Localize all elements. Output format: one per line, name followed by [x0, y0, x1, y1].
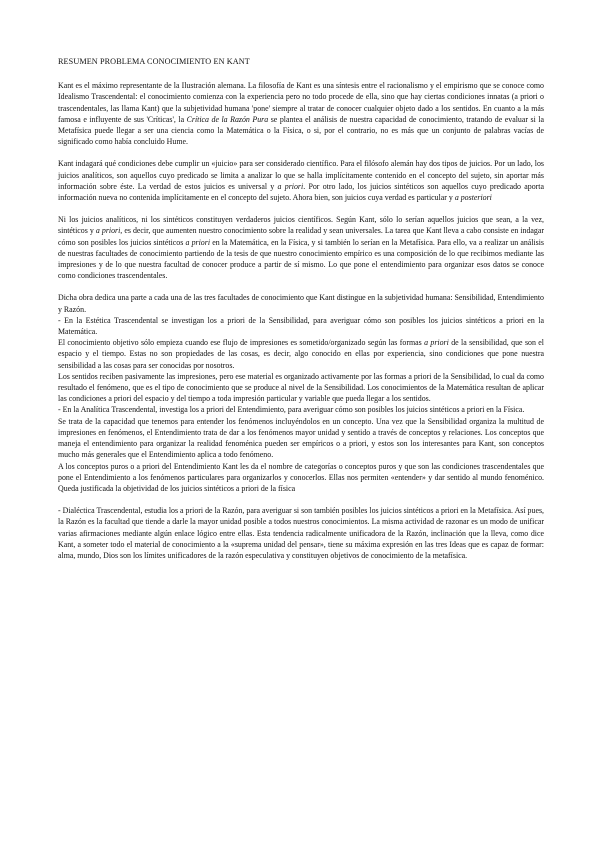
dialectica-trascendental: - Dialéctica Trascendental, estudia los a priori de la Razón, para averiguar si son también posibles los juicios sintéticos a priori en la Metafísica. Así pues, la Razón es la facultad que tiende a darle la mayor unidad posible a todos nuestros conocimientos. La misma actividad de razonar es un modo de unificar varias afirmaciones mediante algún enlace lógico entre ellas. Esta tendencia radicalmente unificadora de la Razón, inclinación que la lleva, como dice Kant, a someter todo el material de conocimiento a la «suprema unidad del pensar», tiene su máxima expresión en las tres Ideas que es capaz de formar: alma, mundo, Dios son los límites unificadores de la razón especulativa y constituyen objetivos de conocimiento de la metafísica. [58, 506, 544, 560]
paragraph-sinteticos-text-b: , es decir, que aumenten nuestro conocimiento sobre la realidad y sean universales. La tarea que Kant lleva a cabo consiste en indagar cómo son posibles los juicios sintéticos [58, 226, 544, 247]
conocimiento-objetivo [58, 337, 544, 371]
facultades-intro: Dicha obra dedica una parte a cada una de las tres facultades de conocimiento que Kant distingue en la subjetividad humana: Sensibilidad, Entendimiento y Razón. [58, 293, 544, 314]
paragraph-juicios [58, 158, 544, 203]
paragraph-intro-text-b: se plantea el análisis de nuestra capacidad de conocimiento, tratando de evaluar si la Metafísica puede llegar a ser una ciencia como la Matemática o la Física, o si, por el contrario, no es más que un conjunto de palabras vacías de significado como había concluido Hume. [58, 114, 545, 147]
paragraph-sinteticos [58, 214, 544, 281]
entendimiento-paragraph: Se trata de la capacidad que tenemos para entender los fenómenos incluyéndolos en un concepto. Una vez que la Sensibilidad organiza la multitud de impresiones en fenómenos, el Entendimiento trata de dar a los fenómenos mayor unidad y sentido a través de conceptos y relaciones. Los conceptos que maneja el entendimiento para organizar la realidad fenoménica pueden ser empíricos o a priori, y estos son los interesantes para Kant, son conceptos mucho más generales que el Entendimiento aplica a todo fenómeno. [58, 416, 544, 460]
analitica-trascendental: - En la Analítica Trascendental, investiga los a priori del Entendimiento, para averiguar cómo son posibles los juicios sintéticos a priori en la Física. [58, 405, 525, 415]
book-title-italic: Crítica de la Razón Pura [186, 114, 269, 124]
categorias-paragraph: A los conceptos puros o a priori del Entendimiento Kant les da el nombre de categorías o conceptos puros y que son las condiciones trascendentales que pone el Entendimiento a los fenómenos particulares para organizarlos y conocerlos. Ellas nos permiten «entender» y dar sentido al mundo fenoménico. Queda justificada la objetividad de los juicios sintéticos a priori de la física [58, 461, 544, 493]
a-priori-italic: a priori [185, 237, 211, 247]
conocimiento-objetivo-text-b: de la sensibilidad, que son el espacio y el tiempo. Estas no son propiedades de las cosas, es decir, algo conocido en ellas por experiencia, sino condiciones que pone nuestra sensibilidad a las cosas para ser conocidas por nosotros. [58, 338, 544, 370]
a-priori-italic: a priori [424, 338, 449, 348]
a-posteriori-italic: a posteriori [454, 193, 492, 203]
document-body [58, 56, 544, 572]
section-facultades [58, 292, 544, 494]
paragraph-intro-text-a: Kant es el máximo representante de la Ilustración alemana. La filosofía de Kant es una síntesis entre el racionalismo y el empirismo que se conoce como Idealismo Trascendental: el conocimiento comienza con la experiencia pero no todo procede de ella, sino que hay ciertas condiciones innatas (a priori o trascendentales, las llama Kant) que la subjetividad humana 'pone' siempre al tratar de conocer cualquier objeto dado a los sentidos. En cuanto a la más famosa e influyente de sus 'Críticas', la [58, 81, 544, 124]
a-priori-italic: a priori [277, 181, 304, 191]
conocimiento-objetivo-text-a: El conocimiento objetivo sólo empieza cuando ese flujo de impresiones es sometido/organizado según las formas [58, 338, 425, 348]
paragraph-juicios-text-a: Kant indagará qué condiciones debe cumplir un «juicio» para ser considerado científico. Para el filósofo alemán hay dos tipos de juicios. Por un lado, los juicios analíticos, son aquellos cuyo predicado se limita a analizar lo que se halla implícitamente contenido en el concepto del sujeto, sin aportar más información sobre éste. La verdad de estos juicios es universal y [58, 159, 544, 191]
paragraph-sinteticos-text-c: en la Matemática, en la Física, y si también lo serían en la Metafísica. Para ello, va a realizar un análisis de nuestras facultades de conocimiento partiendo de la tesis de que nuestro conocimiento empírico es una composición de lo que recibimos mediante las impresiones y de lo que nuestra facultad de conocer produce a partir de sí mismo. Lo que pone el entendimiento para organizar esos datos se conoce como condiciones trascendentales. [58, 237, 545, 281]
paragraph-sinteticos-text-a: Ni los juicios analíticos, ni los sintéticos constituyen verdaderos juicios científicos. Según Kant, sólo lo serían aquellos juicios que sean, a la vez, sintéticos y [58, 215, 544, 236]
paragraph-intro [58, 80, 544, 147]
a-priori-italic: a priori [95, 226, 121, 236]
sentidos-paragraph: Los sentidos reciben pasivamente las impresiones, pero ese material es organizado activamente por las formas a priori de la Sensibilidad, lo cual da como resultado el fenómeno, que es el tipo de conocimiento que se produce al nivel de la Sensibilidad. Los conocimientos de la Matemática resultan de aplicar las condiciones a priori del espacio y del tiempo a toda impresión particular y variable que pueda llegar a los sentidos. [58, 371, 544, 404]
document-title: RESUMEN PROBLEMA CONOCIMIENTO EN KANT [58, 57, 250, 66]
estetica-trascendental: - En la Estética Trascendental se investigan los a priori de la Sensibilidad, para averiguar cómo son posibles los juicios sintéticos a priori en la Matemática. [58, 315, 544, 337]
paragraph-juicios-text-b: . Por otro lado, los juicios sintéticos son aquellos cuyo predicado aporta información nueva no contenida implícitamente en el concepto del sujeto. Ahora bien, son juicios cuya verdad es particular y [58, 181, 544, 203]
